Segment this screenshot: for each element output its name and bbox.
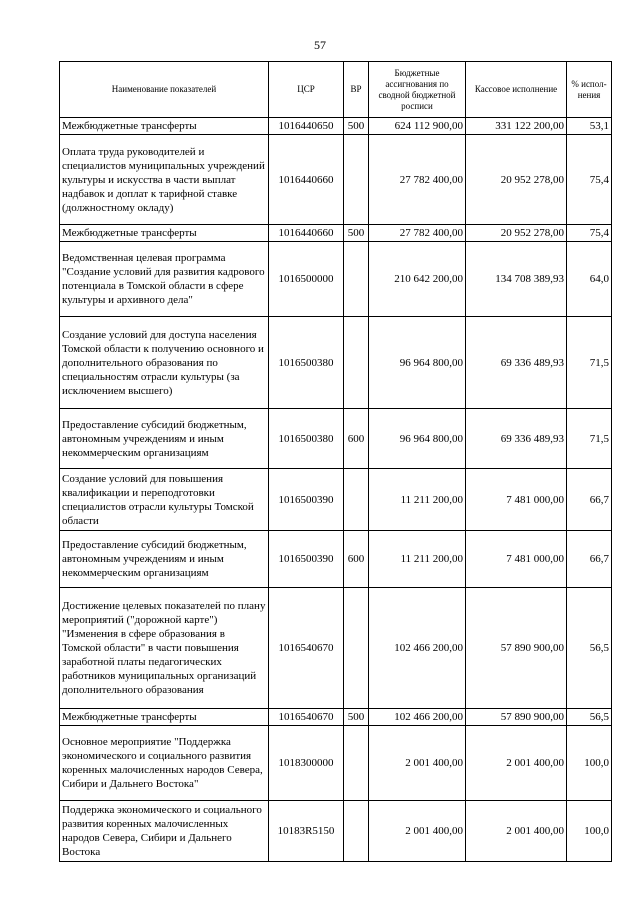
- header-budget: Бюджетные ассигнования по сводной бюджетной росписи: [369, 62, 466, 118]
- row-name: Оплата труда руководителей и специалистов муниципальных учреждений культуры и искусства в части выплат надбавок и доплат к тарифной ставке (должностному окладу): [60, 135, 269, 225]
- row-vr: 500: [344, 225, 369, 242]
- header-vr: ВР: [344, 62, 369, 118]
- row-name: Межбюджетные трансферты: [60, 225, 269, 242]
- row-cash: 2 001 400,00: [466, 801, 567, 862]
- row-cash: 20 952 278,00: [466, 135, 567, 225]
- row-name: Межбюджетные трансферты: [60, 118, 269, 135]
- row-percent: 56,5: [567, 709, 612, 726]
- table-row: [60, 225, 612, 242]
- row-name: Достижение целевых показателей по плану мероприятий ("дорожной карте") "Изменения в сфере образования в Томской области" в части повышения заработной платы педагогических работников муниципальных организаций дополнительного образования: [60, 588, 269, 709]
- row-cash: 7 481 000,00: [466, 469, 567, 531]
- row-percent: 56,5: [567, 588, 612, 709]
- table-row: [60, 317, 612, 409]
- row-csr: 1016500390: [269, 531, 344, 588]
- row-csr: 1016500000: [269, 242, 344, 317]
- header-csr: ЦСР: [269, 62, 344, 118]
- row-name: Предоставление субсидий бюджетным, автономным учреждениям и иным некоммерческим организациям: [60, 531, 269, 588]
- row-budget: 102 466 200,00: [369, 709, 466, 726]
- row-budget: 96 964 800,00: [369, 317, 466, 409]
- row-cash: 57 890 900,00: [466, 588, 567, 709]
- page-number: 57: [314, 38, 326, 52]
- row-budget: 624 112 900,00: [369, 118, 466, 135]
- table-row: [60, 135, 612, 225]
- table-header-row: [60, 62, 612, 118]
- row-budget: 11 211 200,00: [369, 531, 466, 588]
- row-vr: 500: [344, 709, 369, 726]
- row-csr: 1016540670: [269, 709, 344, 726]
- row-percent: 66,7: [567, 469, 612, 531]
- row-name: Поддержка экономического и социального развития коренных малочисленных народов Севера, Сибири и Дальнего Востока: [60, 801, 269, 862]
- row-vr: [344, 135, 369, 225]
- row-csr: 1018300000: [269, 726, 344, 801]
- row-cash: 69 336 489,93: [466, 409, 567, 469]
- row-name: Межбюджетные трансферты: [60, 709, 269, 726]
- table-row: [60, 242, 612, 317]
- row-csr: 1016440660: [269, 135, 344, 225]
- header-percent: % испол-нения: [567, 62, 612, 118]
- table-row: [60, 588, 612, 709]
- row-percent: 75,4: [567, 225, 612, 242]
- row-name: Предоставление субсидий бюджетным, автономным учреждениям и иным некоммерческим организациям: [60, 409, 269, 469]
- row-csr: 10183R5150: [269, 801, 344, 862]
- row-vr: [344, 469, 369, 531]
- row-budget: 27 782 400,00: [369, 225, 466, 242]
- row-vr: [344, 726, 369, 801]
- row-vr: 600: [344, 531, 369, 588]
- row-percent: 53,1: [567, 118, 612, 135]
- row-cash: 331 122 200,00: [466, 118, 567, 135]
- row-cash: 2 001 400,00: [466, 726, 567, 801]
- row-budget: 102 466 200,00: [369, 588, 466, 709]
- header-cash: Кассовое исполнение: [466, 62, 567, 118]
- row-vr: [344, 242, 369, 317]
- row-percent: 64,0: [567, 242, 612, 317]
- row-percent: 100,0: [567, 801, 612, 862]
- row-name: Ведомственная целевая программа "Создание условий для развития кадрового потенциала в Томской области в сфере культуры и архивного дела": [60, 242, 269, 317]
- row-budget: 2 001 400,00: [369, 726, 466, 801]
- row-csr: 1016540670: [269, 588, 344, 709]
- row-percent: 100,0: [567, 726, 612, 801]
- row-vr: 500: [344, 118, 369, 135]
- row-csr: 1016440650: [269, 118, 344, 135]
- row-csr: 1016500380: [269, 317, 344, 409]
- row-name: Создание условий для доступа населения Томской области к получению основного и дополнительного образования по специальностям отрасли культуры (за исключением высшего): [60, 317, 269, 409]
- row-vr: [344, 317, 369, 409]
- table-row: [60, 801, 612, 862]
- row-percent: 71,5: [567, 317, 612, 409]
- row-cash: 69 336 489,93: [466, 317, 567, 409]
- row-cash: 134 708 389,93: [466, 242, 567, 317]
- row-percent: 75,4: [567, 135, 612, 225]
- row-budget: 210 642 200,00: [369, 242, 466, 317]
- row-name: Создание условий для повышения квалификации и переподготовки специалистов отрасли культуры Томской области: [60, 469, 269, 531]
- row-percent: 66,7: [567, 531, 612, 588]
- table-row: [60, 726, 612, 801]
- row-csr: 1016500380: [269, 409, 344, 469]
- table-row: [60, 709, 612, 726]
- row-budget: 27 782 400,00: [369, 135, 466, 225]
- table-row: [60, 469, 612, 531]
- row-cash: 57 890 900,00: [466, 709, 567, 726]
- row-csr: 1016500390: [269, 469, 344, 531]
- budget-table: [59, 61, 612, 862]
- row-cash: 20 952 278,00: [466, 225, 567, 242]
- table-row: [60, 409, 612, 469]
- row-budget: 96 964 800,00: [369, 409, 466, 469]
- row-budget: 2 001 400,00: [369, 801, 466, 862]
- row-cash: 7 481 000,00: [466, 531, 567, 588]
- row-vr: [344, 801, 369, 862]
- row-percent: 71,5: [567, 409, 612, 469]
- row-vr: 600: [344, 409, 369, 469]
- row-budget: 11 211 200,00: [369, 469, 466, 531]
- header-name: Наименование показателей: [60, 62, 269, 118]
- table-row: [60, 118, 612, 135]
- row-csr: 1016440660: [269, 225, 344, 242]
- row-name: Основное мероприятие "Поддержка экономического и социального развития коренных малочисленных народов Севера, Сибири и Дальнего Востока": [60, 726, 269, 801]
- row-vr: [344, 588, 369, 709]
- table-row: [60, 531, 612, 588]
